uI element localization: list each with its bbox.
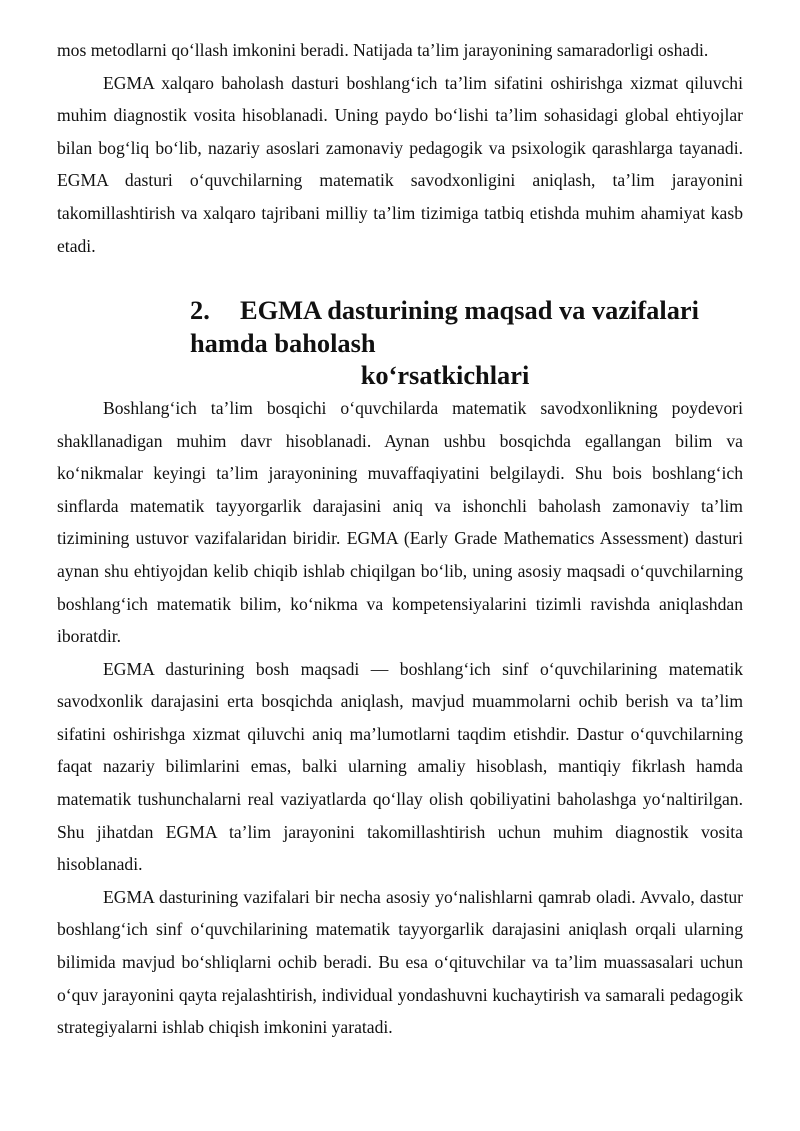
section-heading-line1 xyxy=(57,294,743,359)
section-title-part2: ko‘rsatkichlari xyxy=(360,360,530,391)
paragraph-main-goal: EGMA dasturining bosh maqsadi — boshlang‘ich sinf o‘quvchilarining matematik savodxonlik darajasini erta bosqichda aniqlash, mavjud muammolarni ochib berish va ta’lim sifatini oshirishga xizmat qiluvchi aniq ma’lumotlarni taqdim etishdir. Dastur o‘quvchilarning faqat nazariy bilimlarini emas, balki ularning amaliy hisoblash, mantiqiy fikrlash hamda matematik tushunchalarni real vaziyatlarda qo‘llay olish qobiliyatini baholashga yo‘naltirilgan. Shu jihatdan EGMA ta’lim jarayonini takomillashtirish uchun muhim diagnostik vosita hisoblanadi. xyxy=(57,658,743,875)
paragraph-egma-intro: EGMA xalqaro baholash dasturi boshlang‘ich ta’lim sifatini oshirishga xizmat qiluvchi muhim diagnostik vosita hisoblanadi. Uning paydo bo‘lishi ta’lim sohasidagi global ehtiyojlar bilan bog‘liq bo‘lib, nazariy asoslari zamonaviy pedagogik va psixologik qarashlarga tayanadi. EGMA dasturi o‘quvchilarning matematik savodxonligini aniqlash, ta’lim jarayonini takomillashtirish va xalqaro tajribani milliy ta’lim tizimiga tatbiq etishda muhim ahamiyat kasb etadi. xyxy=(57,72,743,256)
section-title-part1: EGMA dasturining maqsad va vazifalari hamda baholash xyxy=(190,295,699,358)
paragraph-continuation: mos metodlarni qo‘llash imkonini beradi. Natijada ta’lim jarayonining samaradorligi oshadi. xyxy=(57,40,709,60)
section-heading xyxy=(57,262,743,392)
paragraph-tasks: EGMA dasturining vazifalari bir necha asosiy yo‘nalishlarni qamrab oladi. Avvalo, dastur boshlang‘ich sinf o‘quvchilarining matematik tayyorgarlik darajasini aniqlash orqali ularning bilimida mavjud bo‘shliqlarni ochib beradi. Bu esa o‘qituvchilar va ta’lim muassasalari uchun o‘quv jarayonini qayta rejalashtirish, individual yondashuvni kuchaytirish va samarali pedagogik strategiyalarni ishlab chiqish imkonini yaratadi. xyxy=(57,886,743,1038)
document-page xyxy=(57,34,743,1044)
paragraph-primary-stage: Boshlang‘ich ta’lim bosqichi o‘quvchilarda matematik savodxonlikning poydevori shakllanadigan muhim davr hisoblanadi. Aynan ushbu bosqichda egallangan bilim va ko‘nikmalar keyingi ta’lim jarayonining muvaffaqiyatini belgilaydi. Shu bois boshlang‘ich sinflarda matematik tayyorgarlik darajasini aniq va ishonchli baholash zamonaviy ta’lim tizimining ustuvor vazifalaridan biridir. EGMA (Early Grade Mathematics Assessment) dasturi aynan shu ehtiyojdan kelib chiqib ishlab chiqilgan bo‘lib, uning asosiy maqsadi o‘quvchilarning boshlang‘ich matematik bilim, ko‘nikma va kompetensiyalarini tizimli ravishda aniqlashdan iboratdir. xyxy=(57,397,743,647)
section-number: 2. xyxy=(190,295,210,326)
